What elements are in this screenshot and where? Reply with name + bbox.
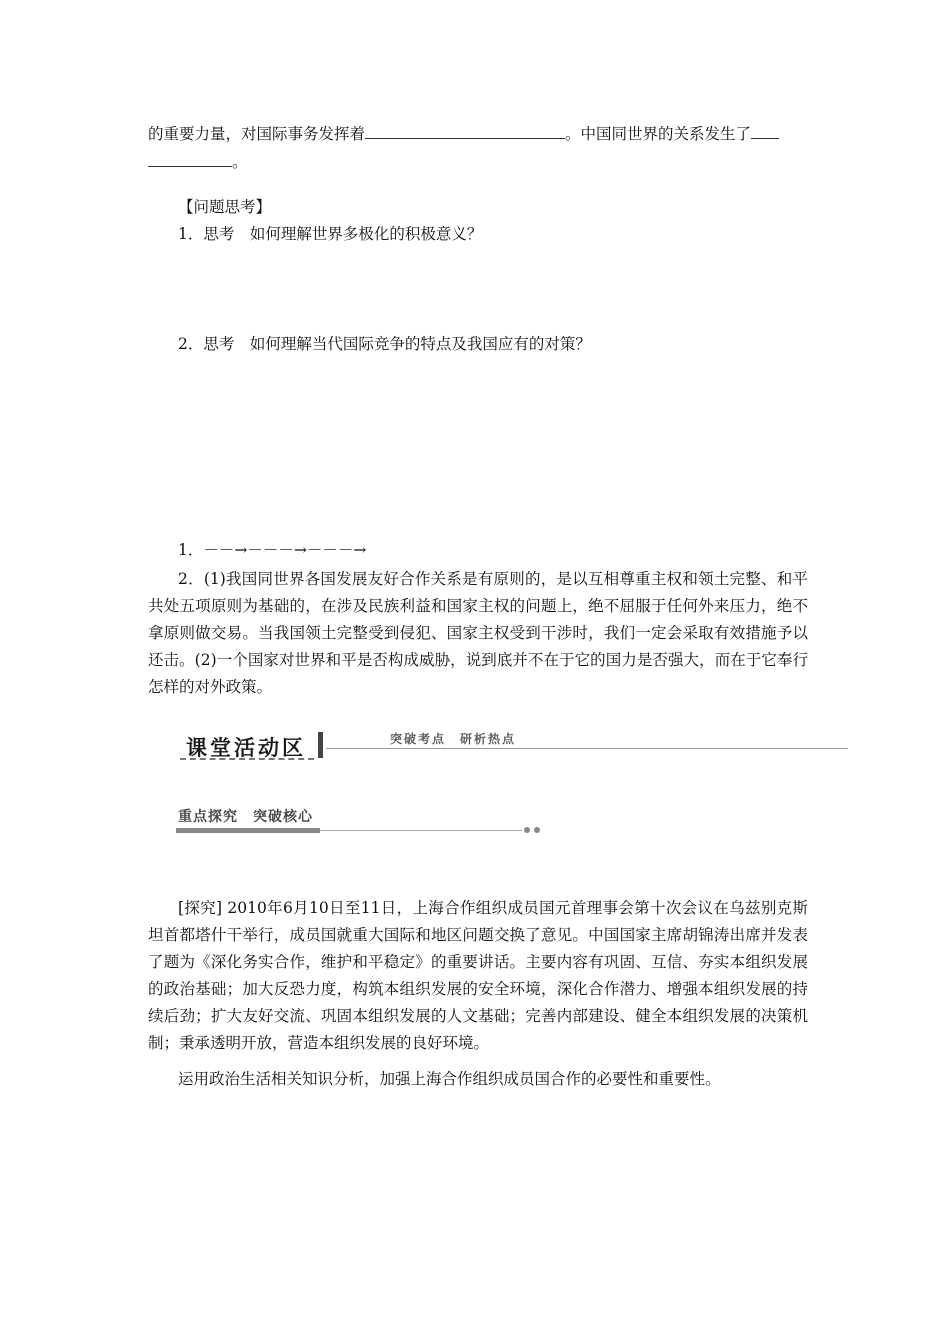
section-banner: [180, 730, 848, 764]
question-2: 2．思考 如何理解当代国际竞争的特点及我国应有的对策？: [178, 335, 591, 353]
fill-in-text-2: 。: [232, 153, 248, 171]
answer-2: 2．(1)我国同世界各国发展友好合作关系是有原则的，是以互相尊重主权和领土完整、和平共处五项原则为基础的，在涉及民族利益和国家主权的问题上，绝不屈服于任何外来压力，绝不拿原则做交易。当我国领土完整受到侵犯、国家主权受到干涉时，我们一定会采取有效措施予以还击。(2)一个国家对世界和平是否构成威胁，说到底并不在于它的国力是否强大，而在于它奉行怎样的对外政策。: [148, 570, 808, 696]
banner-title: 课堂活动区: [186, 736, 306, 760]
subsection-header: [176, 806, 544, 834]
fill-in-text-1b: 。中国同世界的关系发生了: [565, 125, 752, 143]
subsection-title: 重点探究 突破核心: [178, 809, 313, 825]
dot-icon: [524, 827, 530, 833]
banner-dashed-underline: [180, 758, 314, 760]
question-1: 1．思考 如何理解世界多极化的积极意义？: [178, 225, 483, 243]
fill-in-text-1a: 的重要力量，对国际事务发挥着: [148, 125, 366, 143]
inquiry-task: 运用政治生活相关知识分析，加强上海合作组织成员国合作的必要性和重要性。: [178, 1070, 721, 1088]
fill-in-line-2: [148, 151, 248, 172]
answer-blank-2a[interactable]: [751, 123, 779, 139]
fill-in-line-1: [148, 123, 779, 144]
banner-rule: [326, 748, 848, 749]
answer-1: 1．－－→－－－→－－－→: [178, 541, 367, 559]
answer-blank-2b[interactable]: [148, 151, 232, 167]
subsection-bar: [176, 828, 320, 833]
answer-blank-1[interactable]: [365, 123, 565, 139]
subsection-rule: [320, 830, 522, 831]
question-heading: 【问题思考】: [178, 198, 272, 216]
banner-divider-bar: [318, 732, 323, 758]
banner-subtitle: 突破考点 研析热点: [390, 732, 517, 746]
dot-icon: [534, 827, 540, 833]
inquiry-paragraph: [探究] 2010年6月10日至11日，上海合作组织成员国元首理事会第十次会议在乌兹别克斯坦首都塔什干举行，成员国就重大国际和地区问题交换了意见。中国国家主席胡锦涛出席并发表了题为《深化务实合作，维护和平稳定》的重要讲话。主要内容有巩固、互信、夯实本组织发展的政治基础；加大反恐力度，构筑本组织发展的安全环境，深化合作潜力、增强本组织发展的持续后劲；扩大友好交流、巩固本组织发展的人文基础；完善内部建设、健全本组织发展的决策机制；秉承透明开放，营造本组织发展的良好环境。: [148, 899, 808, 1052]
